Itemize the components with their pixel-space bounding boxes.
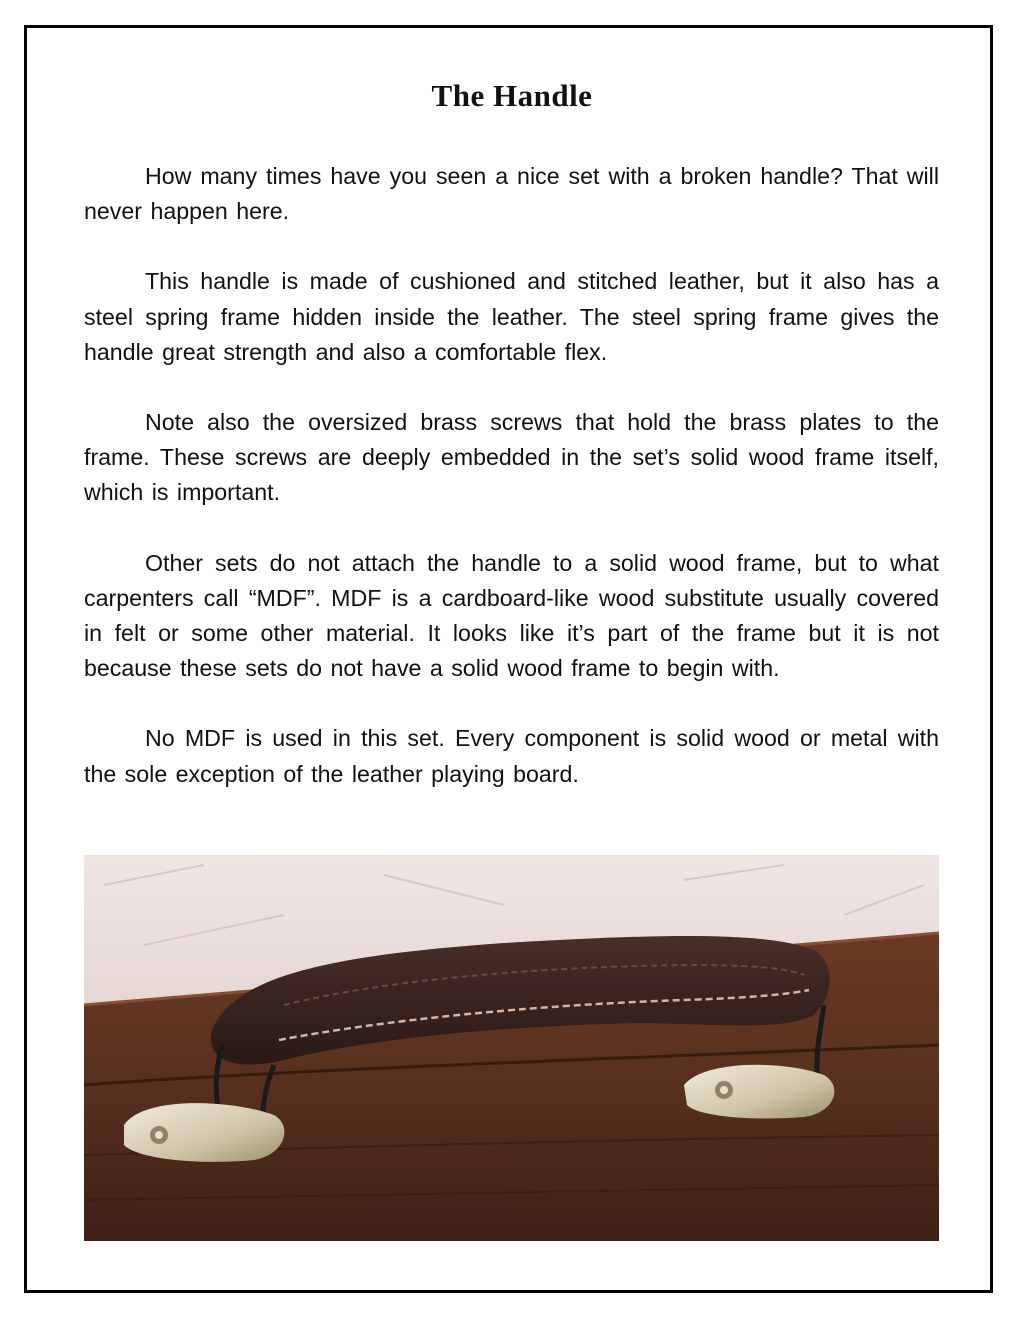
handle-photo bbox=[84, 855, 939, 1241]
right-brass-plate bbox=[684, 1065, 834, 1119]
left-brass-plate bbox=[124, 1103, 284, 1162]
page-title: The Handle bbox=[431, 78, 593, 113]
paragraph-1: How many times have you seen a nice set with a broken handle? That will never happen here. bbox=[84, 163, 939, 225]
paragraph-4: Other sets do not attach the handle to a solid wood frame, but to what carpenters call “MDF”. MDF is a cardboard-like wood substitute usually covered in felt or some other material. It looks like it’s part of the frame but it is not because these sets do not have a solid wood frame to begin with. bbox=[84, 549, 939, 682]
paragraph-3: Note also the oversized brass screws that hold the brass plates to the frame. These screws are deeply embedded in the set’s solid wood frame itself, which is important. bbox=[84, 409, 939, 506]
paragraph-5: No MDF is used in this set. Every component is solid wood or metal with the sole exception of the leather playing board. bbox=[84, 725, 939, 787]
body-text bbox=[84, 159, 939, 827]
paragraph-2: This handle is made of cushioned and stitched leather, but it also has a steel spring frame hidden inside the leather. The steel spring frame gives the handle great strength and also a comfortable flex. bbox=[84, 268, 939, 365]
handle-photo-illustration bbox=[84, 855, 939, 1241]
